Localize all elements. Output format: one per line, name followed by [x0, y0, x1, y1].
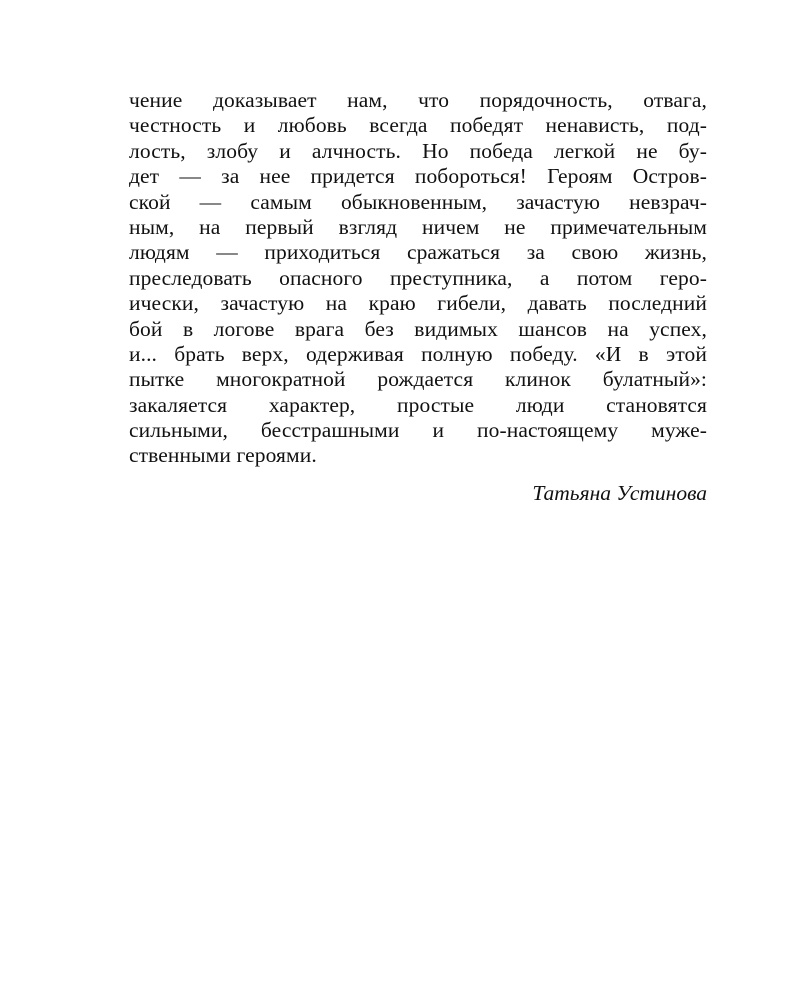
text-line-last: ственными героями. — [129, 443, 317, 468]
text-line: пытке многократной рождается клинок булатный»: — [129, 367, 707, 392]
text-line: чение доказывает нам, что порядочность, отвага, — [129, 88, 707, 112]
text-line: бой в логове врага без видимых шансов на успех, — [129, 316, 707, 341]
text-line: дет — за нее придется побороться! Героям Остров- — [129, 164, 707, 189]
text-line: ской — самым обыкновенным, зачастую невзрач- — [129, 189, 707, 214]
text-line: и... брать верх, одерживая полную победу. «И в этой — [129, 341, 707, 366]
text-line: ически, зачастую на краю гибели, давать последний — [129, 291, 707, 316]
text-line: закаляется характер, простые люди становятся — [129, 392, 707, 417]
text-line: людям — приходиться сражаться за свою жизнь, — [129, 240, 707, 265]
text-line: лость, злобу и алчность. Но победа легкой не бу- — [129, 138, 707, 163]
text-line: ным, на первый взгляд ничем не примечательным — [129, 214, 707, 239]
body-paragraph — [129, 88, 707, 469]
book-page — [129, 88, 707, 506]
author-signature: Татьяна Устинова — [532, 480, 707, 505]
text-line: сильными, бесстрашными и по-настоящему муже- — [129, 418, 707, 443]
text-line: преследовать опасного преступника, а потом геро- — [129, 265, 707, 290]
text-line: честность и любовь всегда победят ненависть, под- — [129, 113, 707, 138]
